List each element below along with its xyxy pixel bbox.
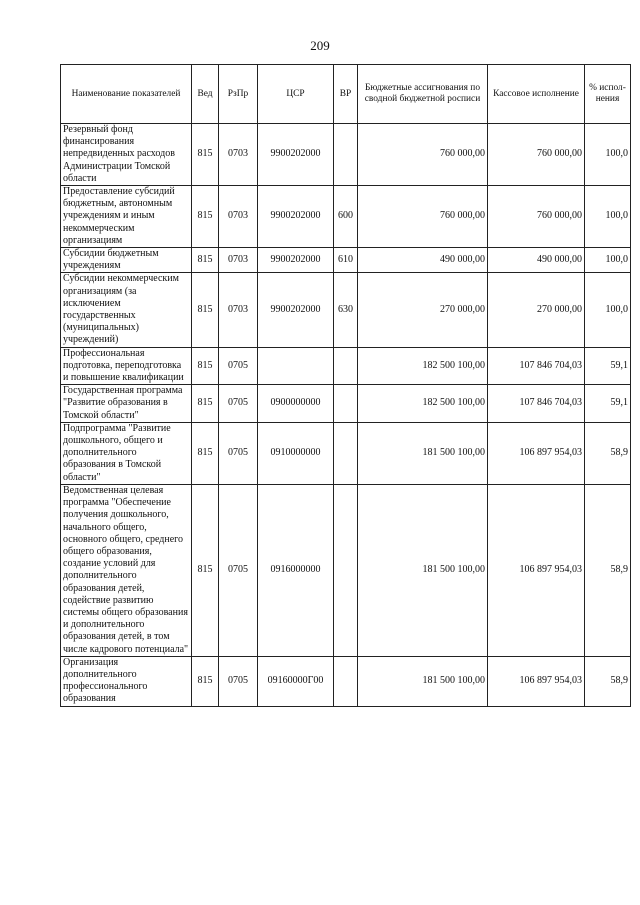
cell-budget: 490 000,00 xyxy=(358,248,488,273)
cell-rzpr: 0703 xyxy=(219,186,258,248)
cell-rzpr: 0705 xyxy=(219,656,258,706)
cell-cash: 106 897 954,03 xyxy=(488,656,585,706)
page-number: 209 xyxy=(310,38,330,53)
cell-cash: 106 897 954,03 xyxy=(488,422,585,484)
cell-cash: 270 000,00 xyxy=(488,273,585,347)
cell-cash: 760 000,00 xyxy=(488,124,585,186)
cell-name: Резервный фонд финансирования непредвиденных расходов Администрации Томской области xyxy=(61,124,192,186)
cell-csr: 0910000000 xyxy=(258,422,334,484)
cell-name: Ведомственная целевая программа "Обеспечение получения дошкольного, начального общего, основного общего, среднего общего образования, создание условий для дополнительного образования детей, содействие развитию системы общего образования и дополнительного образования детей, в том числе кадрового потенциала" xyxy=(61,484,192,656)
cell-rzpr: 0705 xyxy=(219,422,258,484)
header-vr: ВР xyxy=(334,65,358,124)
cell-percent: 59,1 xyxy=(585,385,631,423)
header-rzpr: РзПр xyxy=(219,65,258,124)
cell-ved: 815 xyxy=(192,347,219,385)
cell-ved: 815 xyxy=(192,273,219,347)
table-row xyxy=(61,385,631,423)
header-ved: Вед xyxy=(192,65,219,124)
cell-csr: 9900202000 xyxy=(258,186,334,248)
cell-cash: 107 846 704,03 xyxy=(488,385,585,423)
cell-vr: 630 xyxy=(334,273,358,347)
cell-vr: 610 xyxy=(334,248,358,273)
table-row xyxy=(61,347,631,385)
cell-budget: 181 500 100,00 xyxy=(358,656,488,706)
cell-rzpr: 0703 xyxy=(219,273,258,347)
table-row xyxy=(61,124,631,186)
cell-name: Субсидии некоммерческим организациям (за исключением государственных (муниципальных) учреждений) xyxy=(61,273,192,347)
cell-name: Организация дополнительного профессионального образования xyxy=(61,656,192,706)
cell-csr: 09160000Г00 xyxy=(258,656,334,706)
cell-ved: 815 xyxy=(192,248,219,273)
header-cash: Кассовое исполнение xyxy=(488,65,585,124)
cell-ved: 815 xyxy=(192,484,219,656)
cell-ved: 815 xyxy=(192,656,219,706)
cell-percent: 58,9 xyxy=(585,422,631,484)
cell-budget: 182 500 100,00 xyxy=(358,347,488,385)
table-row xyxy=(61,484,631,656)
cell-ved: 815 xyxy=(192,186,219,248)
cell-ved: 815 xyxy=(192,422,219,484)
cell-csr: 9900202000 xyxy=(258,248,334,273)
header-percent: % испол-нения xyxy=(585,65,631,124)
cell-budget: 181 500 100,00 xyxy=(358,422,488,484)
cell-cash: 107 846 704,03 xyxy=(488,347,585,385)
cell-percent: 100,0 xyxy=(585,186,631,248)
cell-vr xyxy=(334,656,358,706)
table-header-row xyxy=(61,65,631,124)
cell-percent: 58,9 xyxy=(585,656,631,706)
cell-csr: 9900202000 xyxy=(258,273,334,347)
table-row xyxy=(61,248,631,273)
cell-ved: 815 xyxy=(192,124,219,186)
cell-percent: 100,0 xyxy=(585,124,631,186)
cell-vr xyxy=(334,484,358,656)
table-row xyxy=(61,422,631,484)
cell-vr xyxy=(334,422,358,484)
cell-rzpr: 0705 xyxy=(219,347,258,385)
header-name: Наименование показателей xyxy=(61,65,192,124)
cell-rzpr: 0705 xyxy=(219,385,258,423)
cell-csr: 0916000000 xyxy=(258,484,334,656)
cell-cash: 106 897 954,03 xyxy=(488,484,585,656)
cell-csr: 0900000000 xyxy=(258,385,334,423)
header-csr: ЦСР xyxy=(258,65,334,124)
budget-table xyxy=(60,64,631,707)
cell-vr xyxy=(334,385,358,423)
header-budget: Бюджетные ассигнования по сводной бюджетной росписи xyxy=(358,65,488,124)
cell-csr: 9900202000 xyxy=(258,124,334,186)
cell-rzpr: 0705 xyxy=(219,484,258,656)
table-row xyxy=(61,186,631,248)
cell-name: Профессиональная подготовка, переподготовка и повышение квалификации xyxy=(61,347,192,385)
cell-budget: 760 000,00 xyxy=(358,124,488,186)
cell-ved: 815 xyxy=(192,385,219,423)
cell-vr xyxy=(334,124,358,186)
cell-budget: 182 500 100,00 xyxy=(358,385,488,423)
cell-percent: 58,9 xyxy=(585,484,631,656)
cell-percent: 100,0 xyxy=(585,273,631,347)
cell-vr xyxy=(334,347,358,385)
cell-cash: 760 000,00 xyxy=(488,186,585,248)
cell-percent: 59,1 xyxy=(585,347,631,385)
cell-percent: 100,0 xyxy=(585,248,631,273)
cell-name: Субсидии бюджетным учреждениям xyxy=(61,248,192,273)
table-row xyxy=(61,656,631,706)
cell-budget: 270 000,00 xyxy=(358,273,488,347)
cell-name: Государственная программа "Развитие образования в Томской области" xyxy=(61,385,192,423)
cell-vr: 600 xyxy=(334,186,358,248)
cell-budget: 181 500 100,00 xyxy=(358,484,488,656)
table-row xyxy=(61,273,631,347)
cell-budget: 760 000,00 xyxy=(358,186,488,248)
cell-rzpr: 0703 xyxy=(219,124,258,186)
cell-name: Предоставление субсидий бюджетным, автономным учреждениям и иным некоммерческим организациям xyxy=(61,186,192,248)
cell-cash: 490 000,00 xyxy=(488,248,585,273)
cell-rzpr: 0703 xyxy=(219,248,258,273)
cell-name: Подпрограмма "Развитие дошкольного, общего и дополнительного образования в Томской области" xyxy=(61,422,192,484)
cell-csr xyxy=(258,347,334,385)
